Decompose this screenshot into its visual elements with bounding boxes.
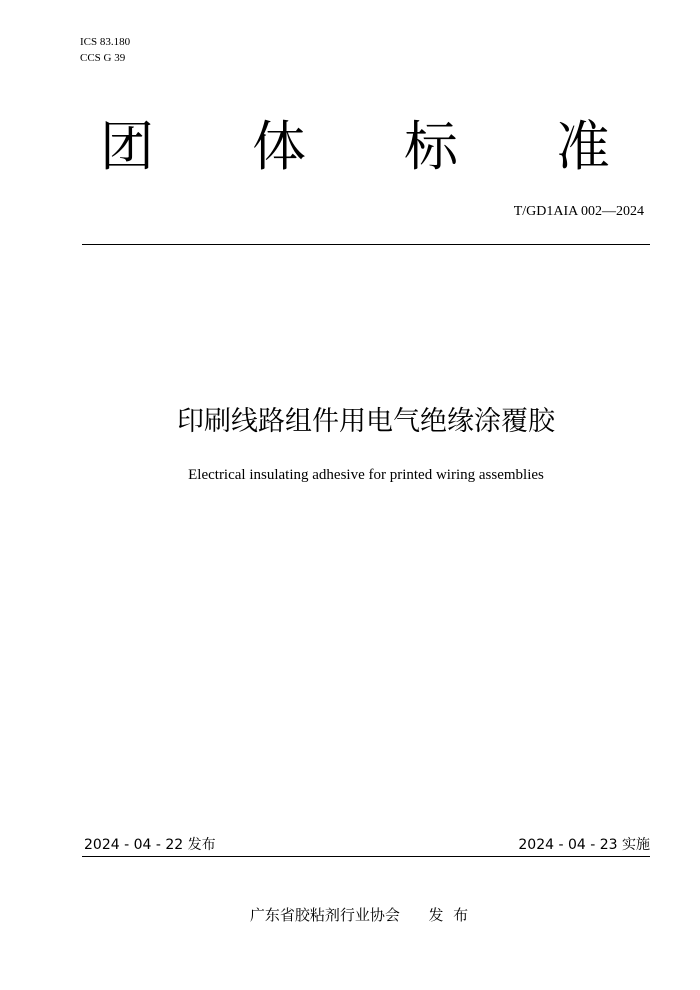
issue-date: 2024 - 04 - 22 发布 (84, 837, 216, 853)
implementation-date: 2024 - 04 - 23 实施 (518, 837, 650, 853)
ics-code: ICS 83.180 (80, 36, 131, 48)
standard-number: T/GD1AIA 002—2024 (513, 204, 644, 219)
bottom-divider (82, 856, 650, 857)
document-type-heading (100, 112, 610, 182)
top-divider (82, 244, 650, 245)
ccs-code: CCS G 39 (80, 52, 126, 64)
doc-type-char-4: 准 (556, 115, 610, 178)
doc-type-char-1: 团 (100, 115, 154, 178)
doc-type-char-2: 体 (252, 115, 306, 178)
title-chinese: 印刷线路组件用电气绝缘涂覆胶 (177, 406, 555, 437)
title-english: Electrical insulating adhesive for printed wiring assemblies (188, 467, 544, 483)
doc-type-char-3: 标 (404, 115, 458, 178)
publisher: 广东省胶粘剂行业协会 发 布 (249, 906, 469, 924)
